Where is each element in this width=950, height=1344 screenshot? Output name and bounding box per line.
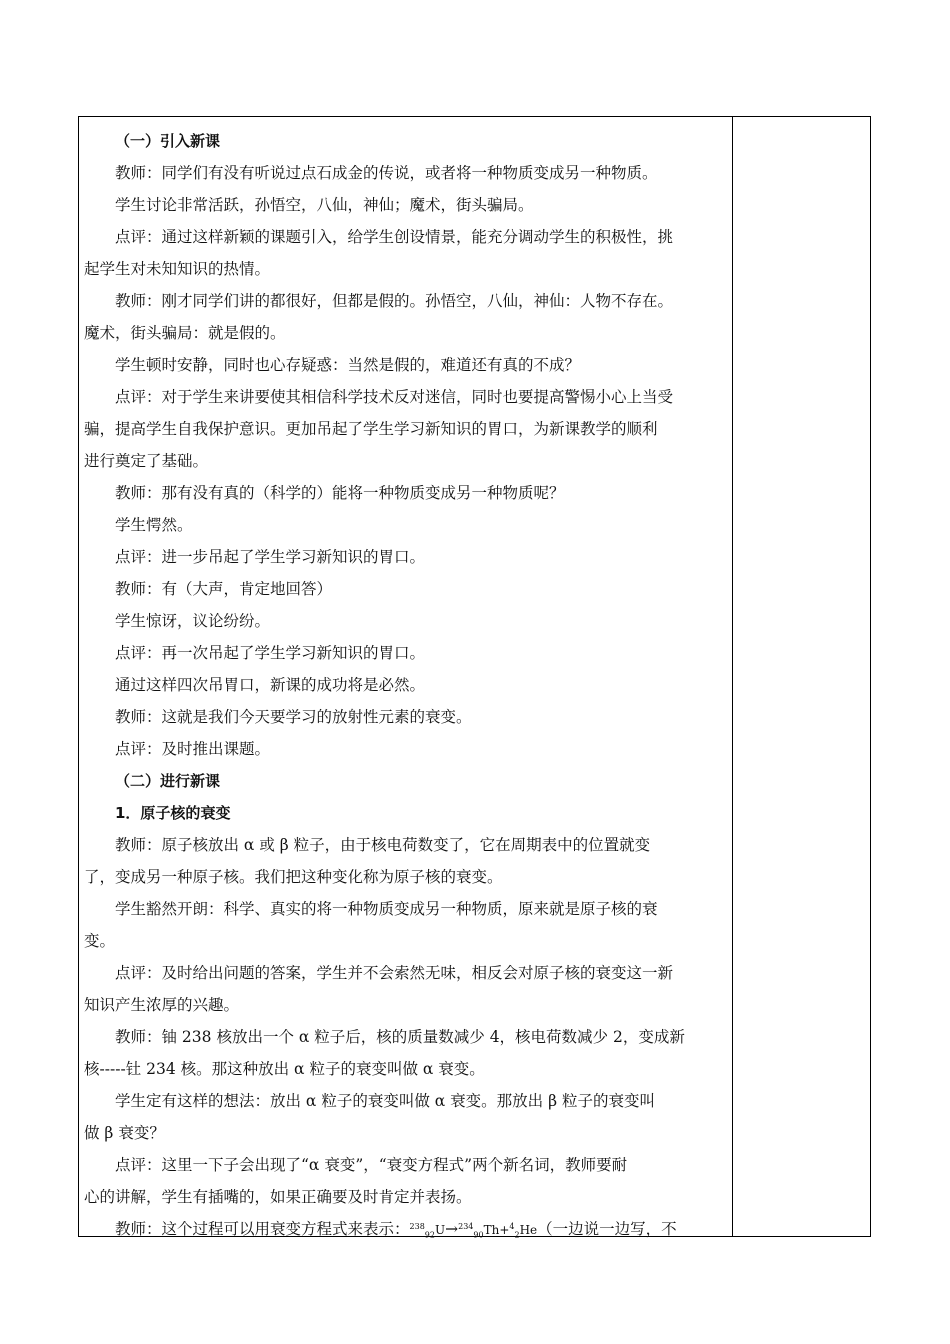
- text-line: 教师：同学们有没有听说过点石成金的传说，或者将一种物质变成另一种物质。: [115, 164, 658, 182]
- text-line: 教师：刚才同学们讲的都很好，但都是假的。孙悟空，八仙，神仙：人物不存在。: [115, 292, 674, 310]
- plus-sign: +: [499, 1223, 510, 1237]
- text-line: 点评：再一次吊起了学生学习新知识的胃口。: [115, 644, 426, 662]
- text-line: 做 β 衰变？: [84, 1124, 165, 1142]
- text-line: 教师：原子核放出 α 或 β 粒子，由于核电荷数变了，它在周期表中的位置就变: [115, 836, 651, 854]
- text-line: 点评：对于学生来讲要使其相信科学技术反对迷信，同时也要提高警惕小心上当受: [115, 388, 674, 406]
- text-line: 知识产生浓厚的兴趣。: [84, 996, 240, 1014]
- text-line: 教师：这就是我们今天要学习的放射性元素的衰变。: [115, 708, 472, 726]
- text-line: 心的讲解，学生有插嘴的，如果正确要及时肯定并表扬。: [84, 1188, 472, 1206]
- text-line: 魔术，街头骗局：就是假的。: [84, 324, 286, 342]
- text-line: 核-----钍 234 核。那这种放出 α 粒子的衰变叫做 α 衰变。: [84, 1060, 485, 1078]
- text-line: 点评：及时推出课题。: [115, 740, 271, 758]
- text-line: 骗，提高学生自我保护意识。更加吊起了学生学习新知识的胃口，为新课教学的顺利: [84, 420, 658, 438]
- equation-suffix: （一边说一边写，不: [537, 1220, 677, 1238]
- lesson-content: [84, 125, 728, 1245]
- text-line: 教师：有（大声，肯定地回答）: [115, 580, 333, 598]
- text-line: 起学生对未知知识的热情。: [84, 260, 271, 278]
- arrow-icon: →: [445, 1220, 459, 1238]
- equation-prefix: 教师：这个过程可以用衰变方程式来表示：: [115, 1220, 410, 1238]
- text-line: 变。: [84, 932, 116, 950]
- column-divider: [732, 116, 733, 1237]
- text-line: 点评：进一步吊起了学生学习新知识的胃口。: [115, 548, 426, 566]
- text-line: （二）进行新课: [115, 772, 221, 790]
- text-line: 1．原子核的衰变: [115, 804, 231, 822]
- helium-isotope: $^4_2$He: [509, 1222, 538, 1240]
- text-line: 点评：这里一下子会出现了“α 衰变”，“衰变方程式”两个新名词，教师要耐: [115, 1156, 628, 1174]
- text-line: 教师：那有没有真的（科学的）能将一种物质变成另一种物质呢？: [115, 484, 565, 502]
- text-line: （一）引入新课: [115, 132, 221, 150]
- uranium-isotope: $^{238}_{92}$U: [409, 1222, 446, 1240]
- text-line: 学生讨论非常活跃，孙悟空，八仙，神仙；魔术，街头骗局。: [115, 196, 534, 214]
- text-line: 点评：及时给出问题的答案，学生并不会索然无味，相反会对原子核的衰变这一新: [115, 964, 674, 982]
- decay-equation-line: [84, 1213, 728, 1245]
- text-line: 了，变成另一种原子核。我们把这种变化称为原子核的衰变。: [84, 868, 503, 886]
- text-line: 教师：铀 238 核放出一个 α 粒子后，核的质量数减少 4，核电荷数减少 2，变成新: [115, 1028, 685, 1046]
- thorium-isotope: $^{234}_{90}$Th: [458, 1222, 500, 1240]
- text-line: 学生顿时安静，同时也心存疑惑：当然是假的，难道还有真的不成？: [115, 356, 581, 374]
- text-line: 学生惊讶，议论纷纷。: [115, 612, 271, 630]
- text-line: 点评：通过这样新颖的课题引入，给学生创设情景，能充分调动学生的积极性，挑: [115, 228, 674, 246]
- text-line: 学生愕然。: [115, 516, 193, 534]
- text-line: 进行奠定了基础。: [84, 452, 209, 470]
- text-line: 通过这样四次吊胃口，新课的成功将是必然。: [115, 676, 426, 694]
- text-line: 学生豁然开朗：科学、真实的将一种物质变成另一种物质，原来就是原子核的衰: [115, 900, 658, 918]
- text-line: 学生定有这样的想法：放出 α 粒子的衰变叫做 α 衰变。那放出 β 粒子的衰变叫: [115, 1092, 655, 1110]
